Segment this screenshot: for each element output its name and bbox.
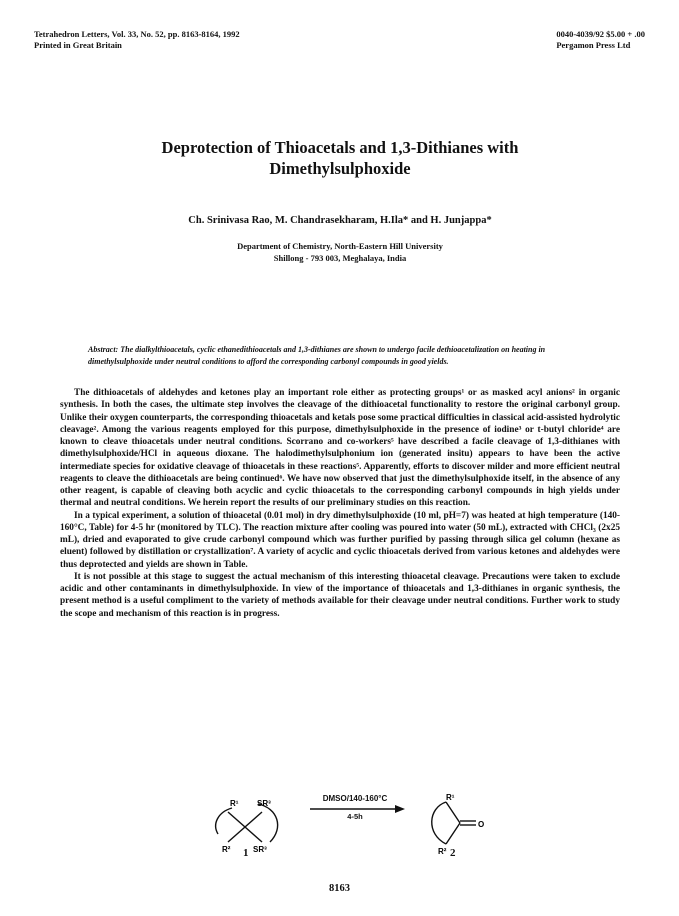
affiliation-line-2: Shillong - 793 003, Meghalaya, India [273,252,407,263]
affiliation-line-1: Department of Chemistry, North-Eastern Hill University [237,241,443,251]
article-title [60,137,620,179]
compound-1-number: 1 [243,847,249,859]
compound-1-sr-top: SR³ [257,799,271,808]
printed-in: Printed in Great Britain [34,40,122,50]
compound-2-oxygen: O [478,820,485,829]
compound-2-number: 2 [450,847,456,859]
compound-2-r2: R² [438,847,447,856]
journal-header-left [34,29,240,51]
reaction-conditions: DMSO/140-160°C [322,794,388,803]
compound-1-r2: R² [222,845,231,854]
paragraph-conclusion: It is not possible at this stage to suggest the actual mechanism of this interesting thioacetal cleavage. Precautions were taken to exclude acidic and other contaminants in dimethylsulphoxide. In view of the importance of thioacetals and 1,3-dithianes in organic synthesis, the present method is a useful compliment to the variety of methods available for their cleavage under neutral conditions. Further work to study the scope and mechanism of this reaction is in progress. [60,571,620,619]
title-line-2: Dimethylsulphoxide [269,159,411,178]
issn-price: 0040-4039/92 $5.00 + .00 [556,29,645,39]
reaction-scheme [0,768,679,878]
page-number: 8163 [329,883,350,894]
title-line-1: Deprotection of Thioacetals and 1,3-Dithianes with [161,138,519,157]
reaction-time: 4-5h [347,812,363,821]
abstract [88,344,594,367]
compound-1-structure [216,804,278,842]
journal-header-right [556,29,645,51]
abstract-label: Abstract: [88,345,119,354]
publisher: Pergamon Press Ltd [556,40,631,50]
compound-2-r1: R¹ [446,793,455,802]
author-list: Ch. Srinivasa Rao, M. Chandrasekharam, H.Ila* and H. Junjappa* [188,215,492,226]
paragraph-intro: The dithioacetals of aldehydes and ketones play an important role either as protecting groups¹ or as masked acyl anions² in organic synthesis. In both the cases, the ultimate step involves the cleavage of the dithioacetal functionality to restore the original carbonyl group. Unlike their oxygen counterparts, the corresponding thioacetals and ketals pose some practical difficulties in classical acid-assisted hydrolytic cleavage². Among the various reagents employed for this purpose, dimethylsulphoxide in the presence of iodine³ or t-butyl chloride⁴ are known to cleave thioacetals under neutral conditions. Scorrano and co-workers⁵ have described a facile cleavage of 1,3-dithianes with dimethylsulphoxide/HCl in aqueous dioxane. The halodimethylsulphonium ion (generated insitu) appears to have been the active intermediate species for oxidative cleavage of thioacetals in these reactions⁵. Apparently, efforts to discover milder and more efficient neutral reagents to cleave the dithioacetals are being continued⁶. We have now observed that just the dimethylsulphoxide itself, in the absence of any other reagent, is capable of cleaving both acyclic and cyclic thioacetals to the corresponding carbonyl compounds in high yields under thermal and neutral conditions. We herein report the results of our preliminary studies on this reaction. [60,388,620,509]
paragraph-experiment: In a typical experiment, a solution of thioacetal (0.01 mol) in dry dimethylsulphoxide (10 ml, pH=7) was heated at high temperature (140-160°C, Table) for 4-5 hr (monitored by TLC). The reaction mixture after cooling was poured into water (50 mL), extracted with CHCl₃ (2x25 mL), dried and evaporated to give crude carbonyl compound which was further purified by passing through silica gel column (hexane as eluent) followed by distillation or crystallization⁷. A variety of acyclic and cyclic thioacetals derived from various ketones and aldehydes were thus deprotected and yields are shown in Table. [60,510,620,570]
affiliation [60,241,620,264]
journal-citation: Tetrahedron Letters, Vol. 33, No. 52, pp. 8163-8164, 1992 [34,29,240,39]
compound-1-sr-bottom: SR³ [253,845,267,854]
article-body [60,387,620,620]
compound-2-structure [432,802,476,844]
compound-1-r1: R¹ [230,799,239,808]
abstract-text: The dialkylthioacetals, cyclic ethanedithioacetals and 1,3-dithianes are shown to undergo facile dethioacetalization on heating in dimethylsulphoxide under neutral conditions to afford the corresponding carbonyl compounds in good yields. [88,345,546,366]
